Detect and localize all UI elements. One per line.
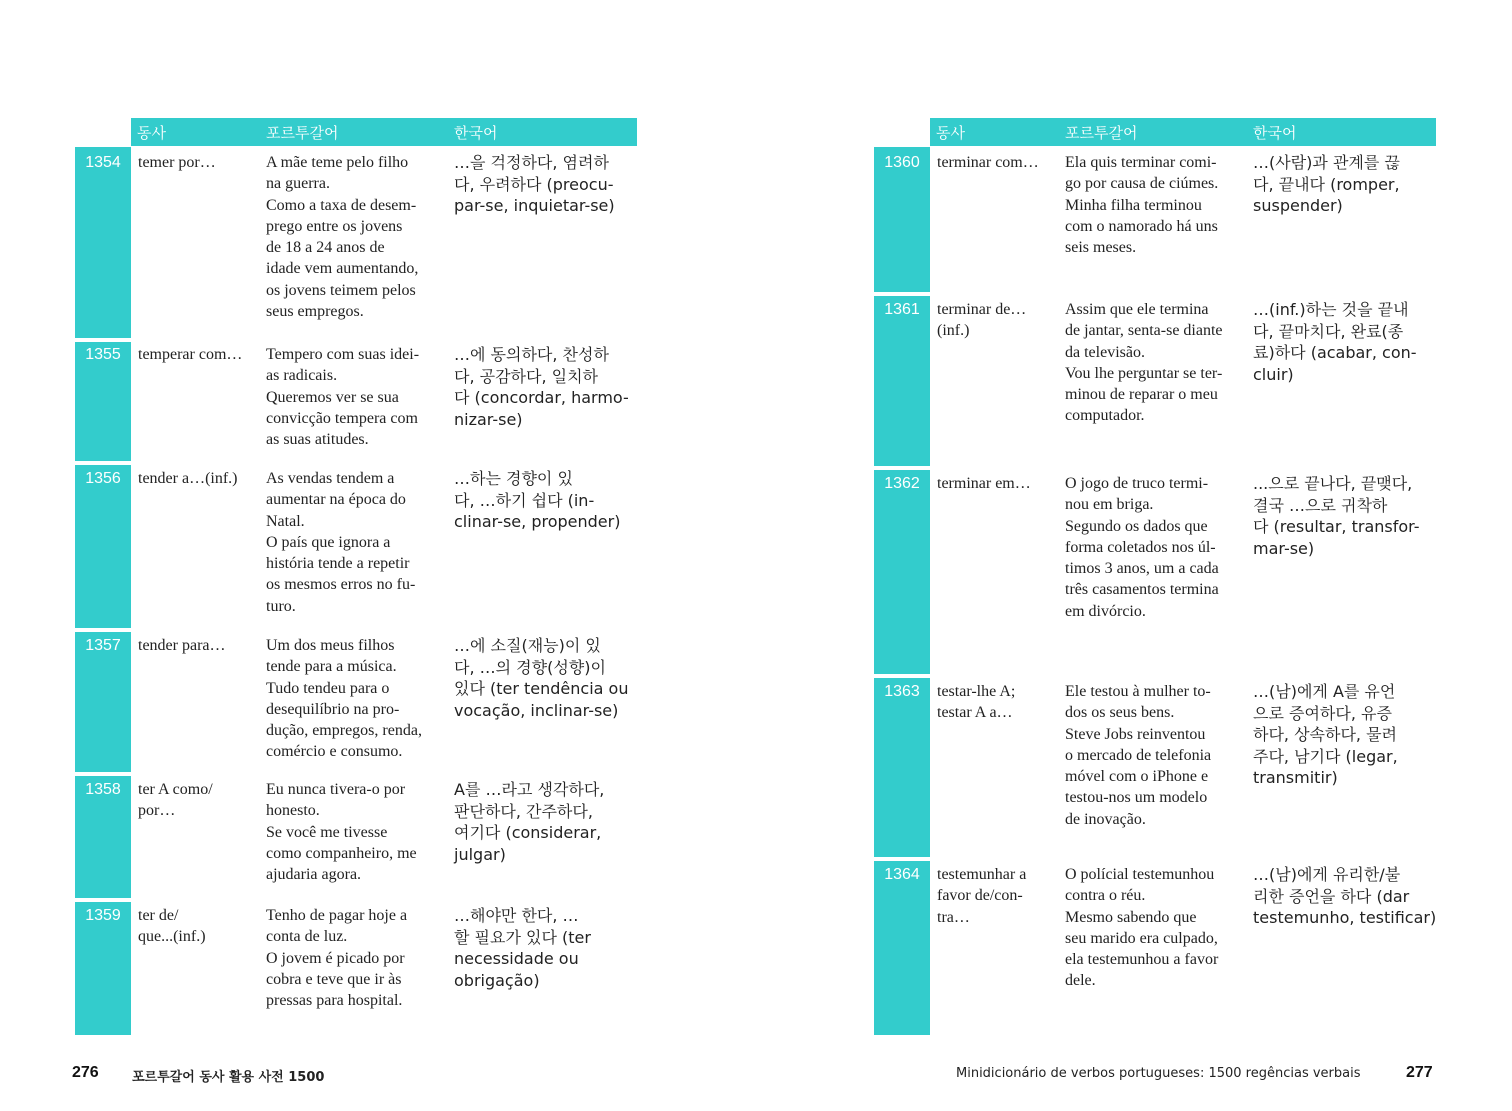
entry-verb: ter A como/ por… xyxy=(138,781,213,820)
entry-korean: …(사람)과 관계를 끊 다, 끝내다 (romper, suspender) xyxy=(1253,153,1400,215)
entry-example: Tenho de pagar hoje a conta de luz. O jovem é picado por cobra e teve que ir às pressas para hospital. xyxy=(266,907,408,1010)
entry-example: A mãe teme pelo filho na guerra. Como a taxa de desem- prego entre os jovens de 18 a 24 anos de idade vem aumentando, os jovens teimem pelos seus empregos. xyxy=(266,154,419,321)
header-korean: 한국어 xyxy=(454,124,498,142)
row-separator xyxy=(75,461,131,465)
entry-example: Tempero com suas idei- as radicais. Queremos ver se sua convicção tempera com as suas atitudes. xyxy=(266,346,420,449)
header-korean: 한국어 xyxy=(1253,124,1297,142)
entry-number: 1360 xyxy=(884,154,920,171)
entry-number: 1357 xyxy=(85,637,121,654)
entry-verb: terminar em… xyxy=(937,475,1031,492)
entry-verb: testemunhar a favor de/con- tra… xyxy=(937,866,1027,926)
entry-example: O polícial testemunhou contra o réu. Mesmo sabendo que seu marido era culpado, ela testemunhou a favor dele. xyxy=(1065,866,1219,990)
header-portuguese: 포르투갈어 xyxy=(266,124,339,142)
entry-verb: terminar com… xyxy=(937,154,1039,171)
header-verb: 동사 xyxy=(137,124,166,142)
entry-example: Ela quis terminar comi- go por causa de ciúmes. Minha filha terminou com o namorado há uns seis meses. xyxy=(1065,154,1219,257)
row-separator xyxy=(75,338,131,342)
row-separator xyxy=(75,628,131,632)
entry-korean: …(inf.)하는 것을 끝내 다, 끝마치다, 완료(종 료)하다 (acabar, con- cluir) xyxy=(1253,300,1417,384)
entry-verb: temer por… xyxy=(138,154,216,171)
table-header xyxy=(930,118,1436,146)
page-number: 276 xyxy=(72,1064,99,1081)
entry-verb: ter de/ que...(inf.) xyxy=(138,907,206,946)
row-separator xyxy=(75,772,131,776)
table-header xyxy=(131,118,637,146)
entry-example: Ele testou à mulher to- dos os seus bens. Steve Jobs reinventou o mercado de telefonia móvel com o iPhone e testou-nos um modelo de inovação. xyxy=(1065,683,1212,828)
running-title: 포르투갈어 동사 활용 사전 1500 xyxy=(132,1070,325,1085)
entry-number-column xyxy=(874,147,930,1035)
entry-number: 1361 xyxy=(884,301,920,318)
page-number: 277 xyxy=(1406,1064,1433,1081)
entry-korean: …에 소질(재능)이 있 다, …의 경향(성향)이 있다 (ter tendência ou vocação, inclinar-se) xyxy=(454,636,629,720)
entry-number: 1359 xyxy=(85,907,121,924)
entry-korean: ...으로 끝나다, 끝맺다, 결국 …으로 귀착하 다 (resultar, transfor- mar-se) xyxy=(1253,474,1420,558)
entry-verb: temperar com… xyxy=(138,346,243,363)
row-separator xyxy=(874,674,930,678)
entry-verb: tender para… xyxy=(138,637,226,654)
row-separator xyxy=(874,466,930,470)
entry-korean: …에 동의하다, 찬성하 다, 공감하다, 일치하 다 (concordar, harmo- nizar-se) xyxy=(454,345,629,429)
entry-example: Assim que ele termina de jantar, senta-se diante da televisão. Vou lhe perguntar se ter- minou de reparar o meu computador. xyxy=(1065,301,1223,425)
entry-verb: tender a…(inf.) xyxy=(138,470,238,487)
row-separator xyxy=(874,292,930,296)
entry-korean: A를 …라고 생각하다, 판단하다, 간주하다, 여기다 (considerar, julgar) xyxy=(454,780,605,864)
running-title: Minidicionário de verbos portugueses: 1500 regências verbais xyxy=(956,1066,1361,1081)
entry-number: 1364 xyxy=(884,866,920,883)
entry-number: 1362 xyxy=(884,475,920,492)
row-separator xyxy=(874,857,930,861)
entry-example: Um dos meus filhos tende para a música. Tudo tendeu para o desequilíbrio na pro- dução, empregos, renda, comércio e consumo. xyxy=(266,637,422,761)
right-page xyxy=(756,0,1512,1111)
entry-number: 1358 xyxy=(85,781,121,798)
entry-verb: testar-lhe A; testar A a… xyxy=(937,683,1016,722)
entry-verb: terminar de… (inf.) xyxy=(937,301,1027,340)
row-separator xyxy=(75,898,131,902)
entry-example: O jogo de truco termi- nou em briga. Segundo os dados que forma coletados nos úl- timos 3 anos, um a cada três casamentos termina em divórcio. xyxy=(1065,475,1219,620)
entry-korean: …해야만 한다, … 할 필요가 있다 (ter necessidade ou obrigação) xyxy=(454,906,591,990)
entry-korean: …하는 경향이 있 다, …하기 쉽다 (in- clinar-se, propender) xyxy=(454,469,621,531)
header-portuguese: 포르투갈어 xyxy=(1065,124,1138,142)
header-verb: 동사 xyxy=(936,124,965,142)
entry-example: As vendas tendem a aumentar na época do Natal. O país que ignora a história tende a repetir os mesmos erros no fu- turo. xyxy=(266,470,416,615)
entry-number: 1354 xyxy=(85,154,121,171)
entry-example: Eu nunca tivera-o por honesto. Se você me tivesse como companheiro, me ajudaria agora. xyxy=(266,781,417,884)
entry-number: 1363 xyxy=(884,683,920,700)
entry-number: 1356 xyxy=(85,470,121,487)
entry-korean: …(남)에게 A를 유언 으로 증여하다, 유증 하다, 상속하다, 물려 주다, 남기다 (legar, transmitir) xyxy=(1253,682,1398,787)
entry-number: 1355 xyxy=(85,346,121,363)
entry-korean: …을 걱정하다, 염려하 다, 우려하다 (preocu- par-se, inquietar-se) xyxy=(454,153,615,215)
entry-korean: …(남)에게 유리한/불 리한 증언을 하다 (dar testemunho, testificar) xyxy=(1253,865,1437,927)
